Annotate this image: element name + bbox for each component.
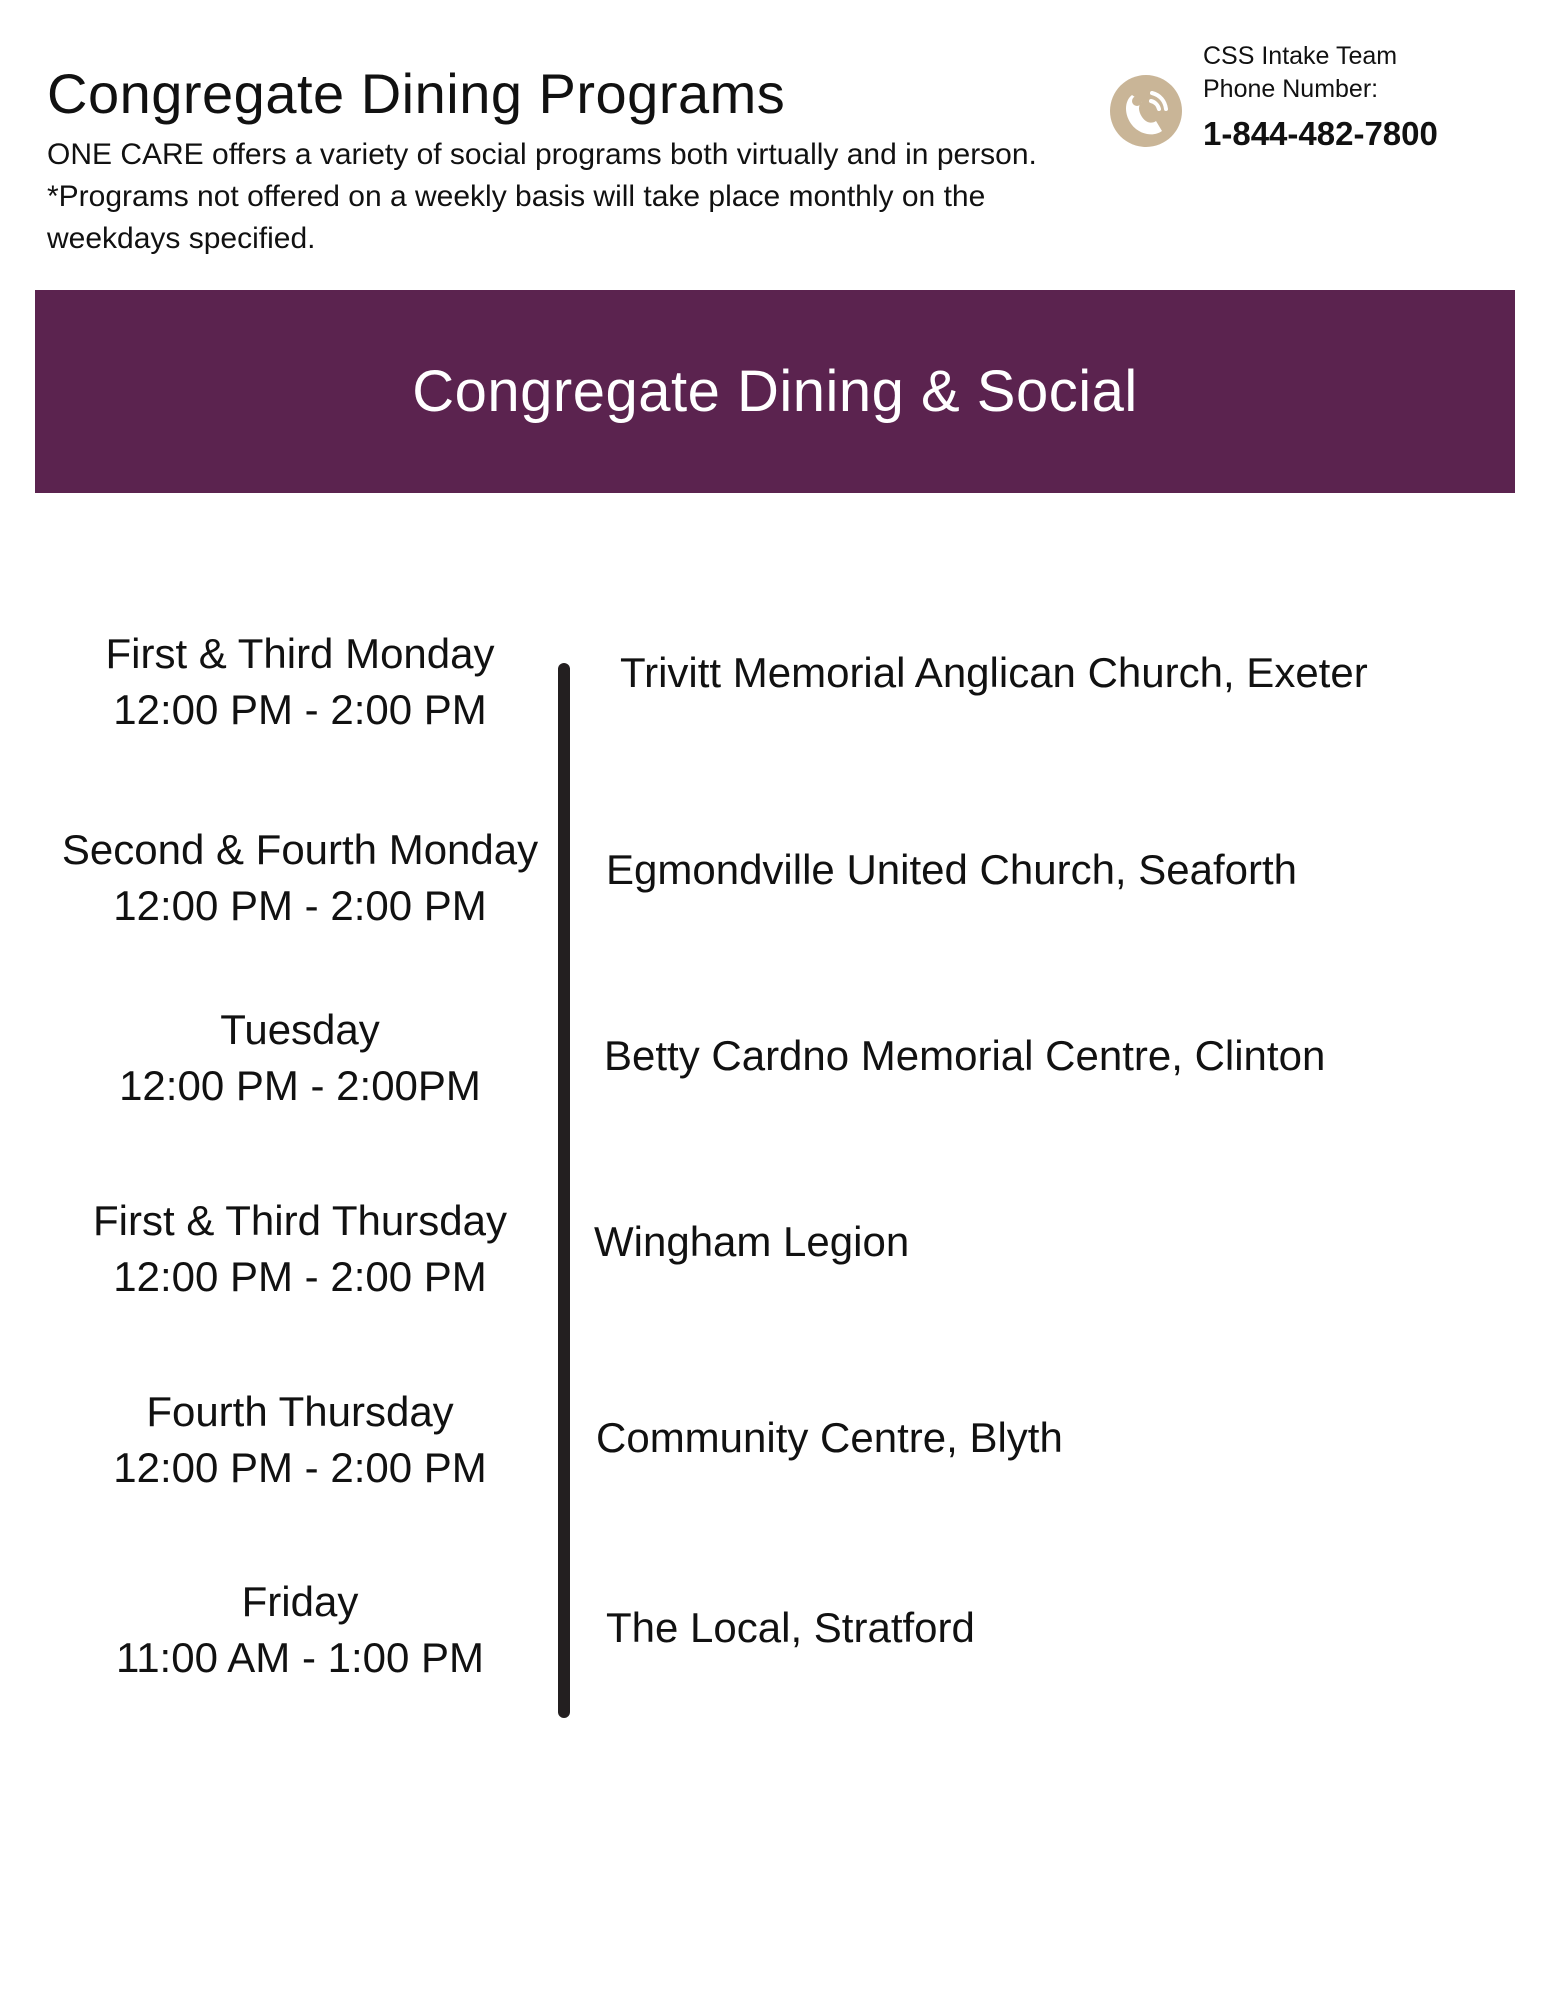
schedule-time: 12:00 PM - 2:00PM <box>119 1062 481 1109</box>
contact-label: Phone Number: <box>1203 75 1379 103</box>
schedule-location: Egmondville United Church, Seaforth <box>606 846 1298 893</box>
schedule-location: Trivitt Memorial Anglican Church, Exeter <box>620 649 1368 696</box>
schedule-when <box>10 626 590 738</box>
schedule-day: Second & Fourth Monday <box>61 826 539 873</box>
section-banner <box>35 290 1515 493</box>
schedule-day: Tuesday <box>220 1006 380 1053</box>
schedule-time: 12:00 PM - 2:00 PM <box>113 686 487 733</box>
schedule-when <box>10 1384 590 1496</box>
schedule-day: First & Third Thursday <box>93 1197 507 1244</box>
schedule-day: Fourth Thursday <box>146 1388 454 1435</box>
schedule-location: Community Centre, Blyth <box>596 1414 1063 1461</box>
contact-team: CSS Intake Team <box>1203 42 1398 70</box>
contact-block <box>1203 40 1503 156</box>
schedule-time: 11:00 AM - 1:00 PM <box>115 1634 485 1681</box>
schedule-time: 12:00 PM - 2:00 PM <box>113 882 487 929</box>
banner-title: Congregate Dining & Social <box>412 358 1138 424</box>
schedule-when <box>10 822 590 934</box>
schedule-time: 12:00 PM - 2:00 PM <box>113 1253 487 1300</box>
schedule-location: The Local, Stratford <box>606 1604 975 1651</box>
schedule-when <box>10 1193 590 1305</box>
intro-text: ONE CARE offers a variety of social programs both virtually and in person. *Programs not offered on a weekly basis will take place monthly on the weekdays specified. <box>47 138 1037 255</box>
schedule-when <box>10 1574 590 1686</box>
schedule-when <box>10 1002 590 1114</box>
schedule-day: First & Third Monday <box>105 630 495 677</box>
schedule-time: 12:00 PM - 2:00 PM <box>113 1444 487 1491</box>
page-title: Congregate Dining Programs <box>47 62 786 125</box>
schedule-day: Friday <box>241 1578 359 1625</box>
phone-icon <box>1110 75 1182 147</box>
schedule-location: Wingham Legion <box>594 1218 910 1265</box>
phone-number[interactable]: 1-844-482-7800 <box>1203 115 1438 152</box>
schedule-location: Betty Cardno Memorial Centre, Clinton <box>604 1032 1326 1079</box>
